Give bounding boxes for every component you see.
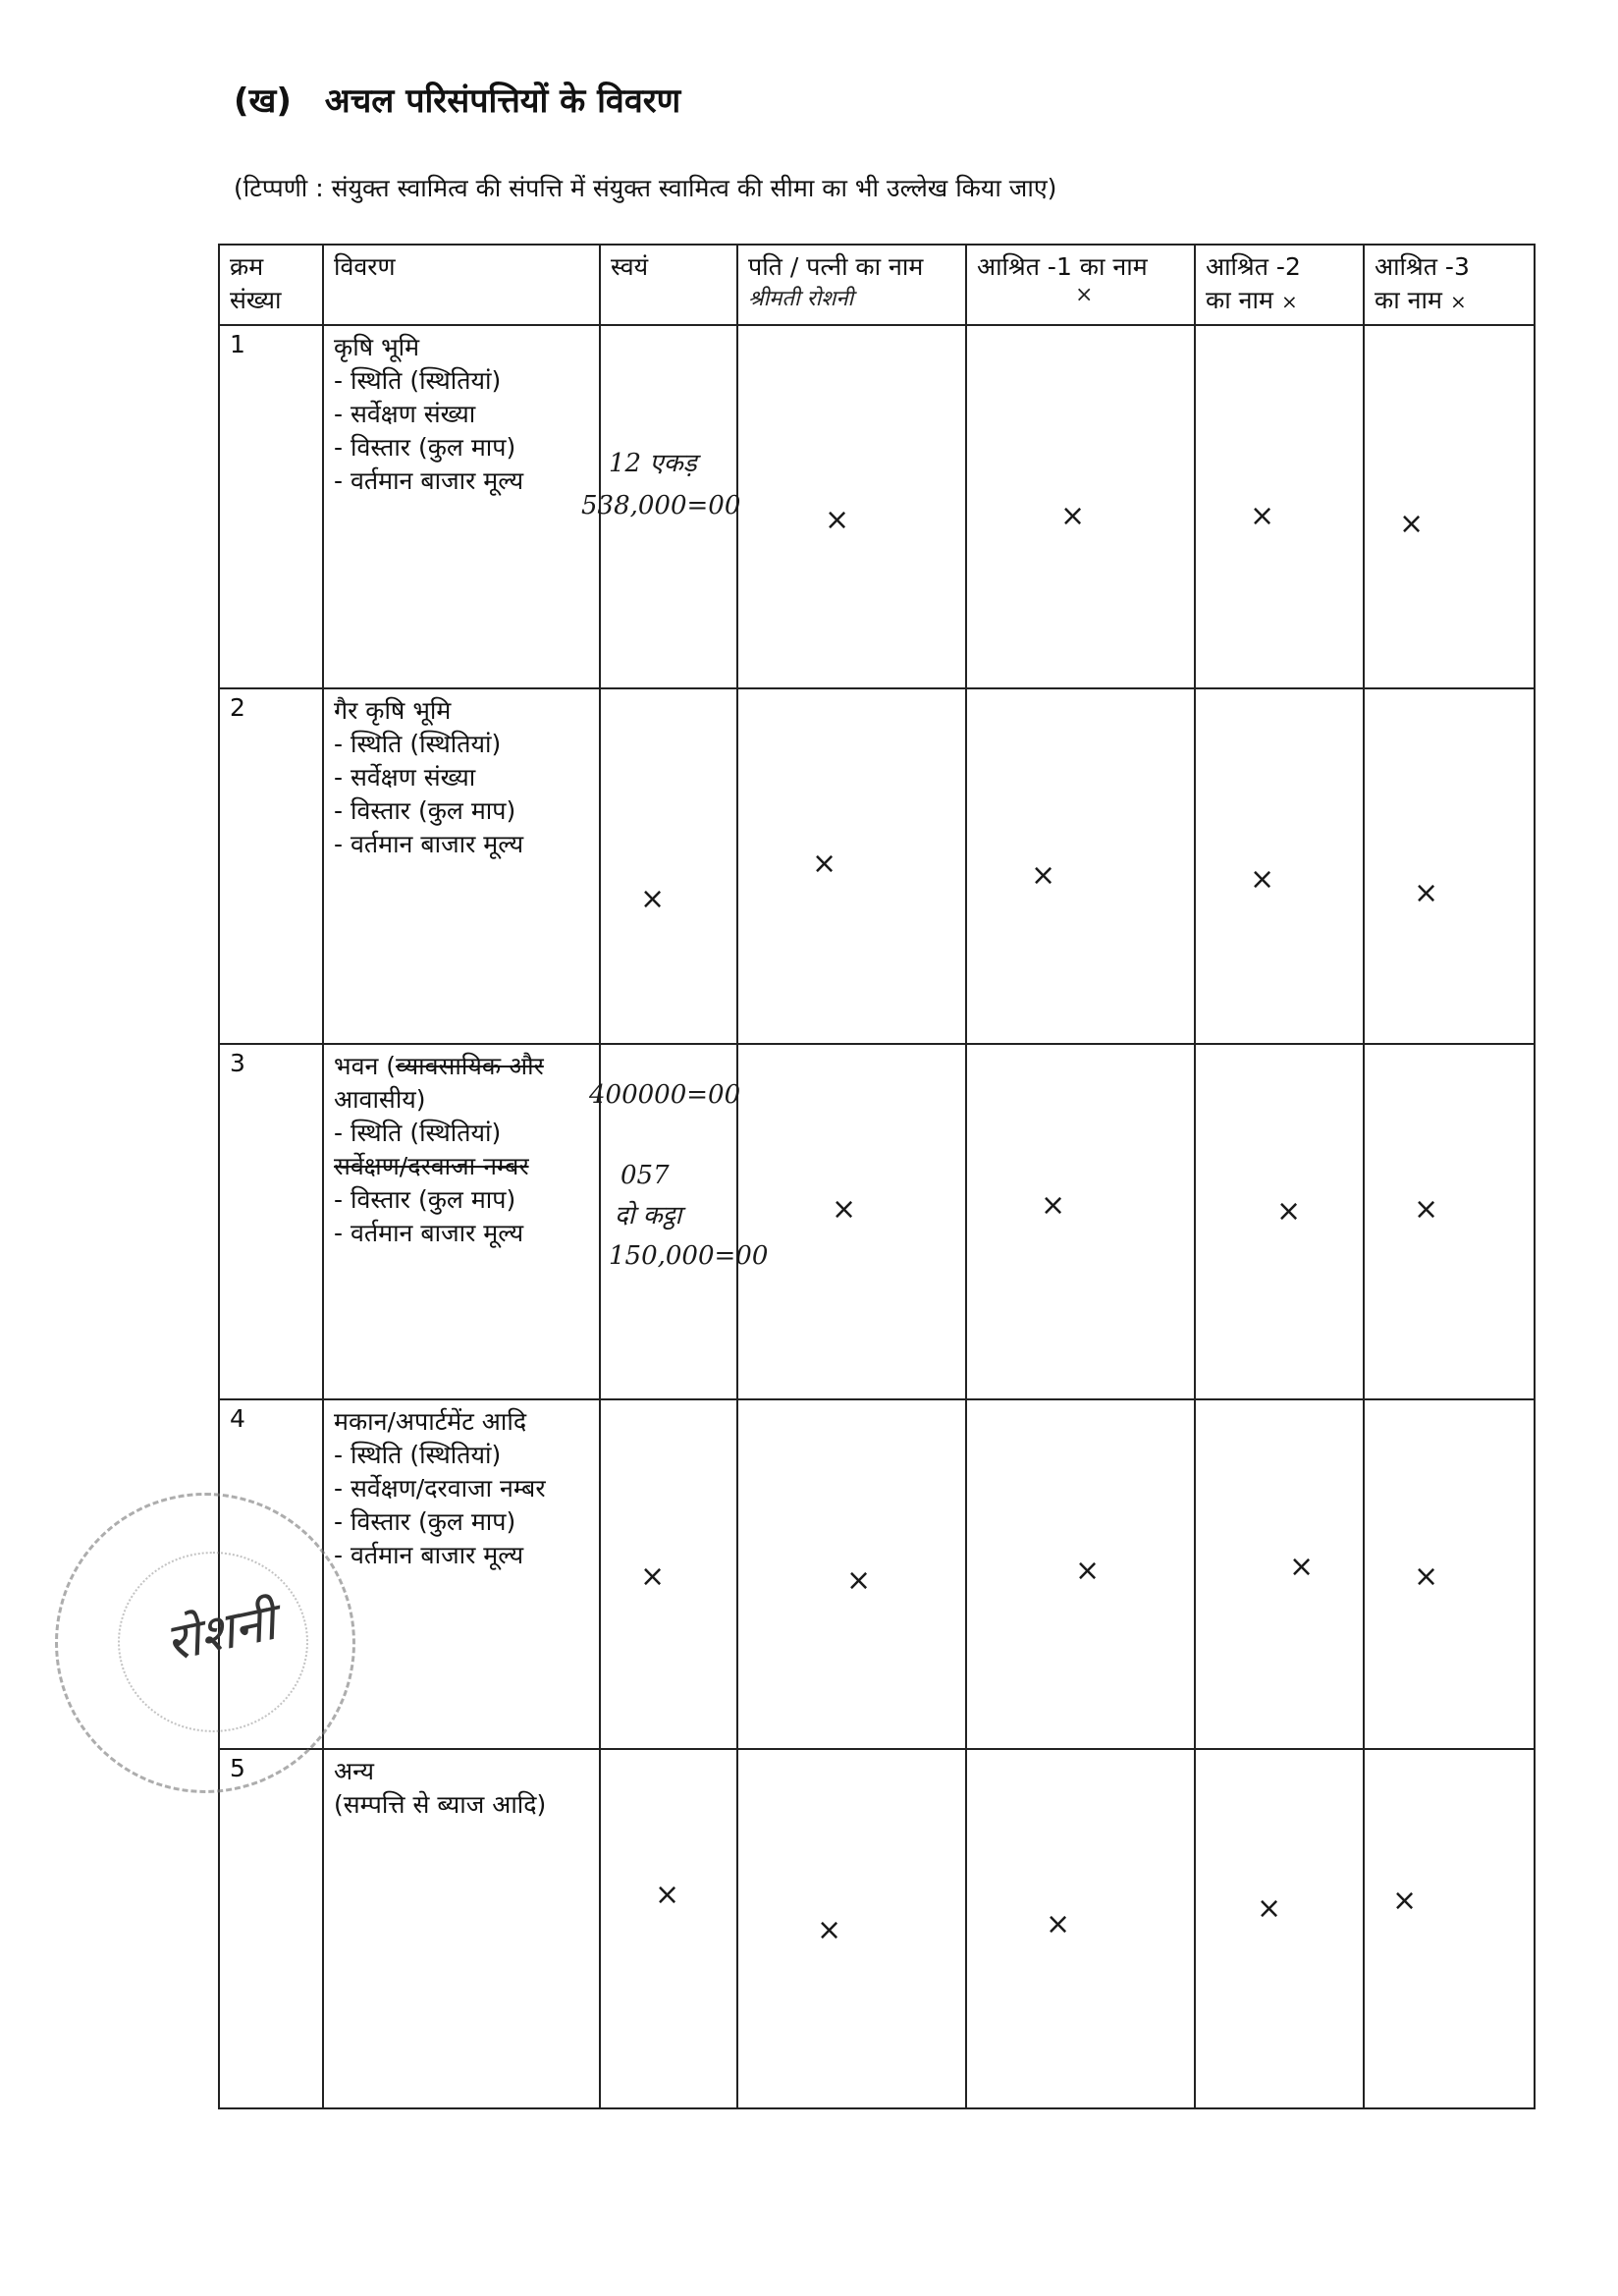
cross-mark: × [846, 1563, 872, 1598]
signature: रोशनी [160, 1592, 281, 1673]
cross-mark: × [1041, 1188, 1066, 1223]
row-description: मकान/अपार्टमेंट आदि - स्थिति (स्थितियां) - सर्वेक्षण/दरवाजा नम्बर - विस्तार (कुल माप) - वर्तमान बाजार मूल्य [323, 1399, 600, 1749]
dep1-cell [966, 688, 1195, 1044]
table-row [219, 325, 1535, 688]
serial-number: 1 [219, 325, 323, 688]
dep1-cell [966, 1044, 1195, 1399]
header-description: विवरण [323, 245, 600, 325]
self-cell [600, 688, 737, 1044]
row-description: भवन (व्यावसायिक और आवासीय) - स्थिति (स्थितियां) सर्वेक्षण/दरवाजा नम्बर - विस्तार (कुल माप) - वर्तमान बाजार मूल्य [323, 1044, 600, 1399]
cross-mark: × [1392, 1884, 1418, 1918]
table-row [219, 1399, 1535, 1749]
header-dependent-3: आश्रित -3 का नाम × [1364, 245, 1535, 325]
header-self: स्वयं [600, 245, 737, 325]
self-cell [589, 1044, 769, 1399]
dep1-cell [966, 1399, 1195, 1749]
self-cell [581, 325, 741, 688]
cross-mark: × [832, 1192, 857, 1227]
cross-mark: × [1276, 1194, 1302, 1229]
header-dependent-1: आश्रित -1 का नाम × [966, 245, 1195, 325]
serial-number: 5 [219, 1749, 323, 2108]
dep2-cell [1195, 688, 1364, 1044]
dep3-cell [1364, 325, 1535, 688]
spouse-cell [737, 1749, 966, 2108]
dep3-cell [1364, 1749, 1535, 2108]
dep1-cell [966, 325, 1195, 688]
serial-number: 3 [219, 1044, 323, 1399]
header-dependent-2: आश्रित -2 का नाम × [1195, 245, 1364, 325]
table-row [219, 688, 1535, 1044]
table-row [219, 1749, 1535, 2108]
self-entry-area: दो कट्ठा [615, 1201, 682, 1230]
cross-mark: × [640, 1559, 666, 1594]
heading-prefix: (ख) [234, 82, 292, 121]
cross-mark: × [640, 882, 666, 916]
struck-text: व्यावसायिक और [396, 1052, 544, 1080]
dep1-handwritten: × [1075, 283, 1094, 307]
self-entry-area: 12 एकड़ [609, 449, 697, 478]
self-entry-door-number: 057 [620, 1161, 670, 1190]
cross-mark: × [825, 503, 850, 537]
spouse-cell [737, 688, 966, 1044]
cross-mark: × [1414, 1192, 1439, 1227]
dep3-handwritten: × [1449, 290, 1467, 313]
header-serial: क्रम संख्या [219, 245, 323, 325]
dep2-handwritten: × [1280, 290, 1298, 313]
dep3-cell [1364, 1399, 1535, 1749]
header-spouse: पति / पत्नी का नाम श्रीमती रोशनी [737, 245, 966, 325]
self-entry-value: 538,000=00 [581, 491, 741, 520]
row-description: कृषि भूमि - स्थिति (स्थितियां) - सर्वेक्षण संख्या - विस्तार (कुल माप) - वर्तमान बाजार मूल्य [323, 325, 600, 688]
cross-mark: × [1250, 499, 1275, 533]
row-description: गैर कृषि भूमि - स्थिति (स्थितियां) - सर्वेक्षण संख्या - विस्तार (कुल माप) - वर्तमान बाजार मूल्य [323, 688, 600, 1044]
serial-number: 4 [219, 1399, 323, 1749]
cross-mark: × [817, 1913, 842, 1947]
cross-mark: × [1399, 507, 1425, 541]
dep2-cell [1195, 1749, 1364, 2108]
cross-mark: × [1257, 1891, 1282, 1926]
note-text: (टिप्पणी : संयुक्त स्वामित्व की संपत्ति में संयुक्त स्वामित्व की सीमा का भी उल्लेख किया जाए) [234, 174, 1057, 202]
cross-mark: × [812, 847, 837, 881]
cross-mark: × [1031, 858, 1056, 893]
dep3-cell [1364, 688, 1535, 1044]
row-description: अन्य (सम्पत्ति से ब्याज आदि) [323, 1749, 600, 2108]
dep2-cell [1195, 1399, 1364, 1749]
dep2-cell [1195, 1044, 1364, 1399]
cross-mark: × [1046, 1907, 1071, 1941]
table-row [219, 1044, 1535, 1399]
self-entry-building-value: 400000=00 [589, 1080, 741, 1110]
page-heading [234, 77, 680, 122]
spouse-cell [737, 1044, 966, 1399]
assets-table [218, 244, 1536, 2109]
serial-number: 2 [219, 688, 323, 1044]
spouse-cell [737, 325, 966, 688]
heading-title: अचल परिसंपत्तियों के विवरण [324, 82, 681, 121]
cross-mark: × [1075, 1554, 1101, 1588]
dep2-cell [1195, 325, 1364, 688]
spouse-cell [737, 1399, 966, 1749]
spouse-name-handwritten: श्रीमती रोशनी [748, 287, 854, 311]
self-cell [600, 1399, 737, 1749]
dep3-cell [1364, 1044, 1535, 1399]
header-row [219, 245, 1535, 325]
cross-mark: × [655, 1878, 680, 1912]
cross-mark: × [1250, 862, 1275, 897]
self-entry-value: 150,000=00 [609, 1241, 769, 1271]
cross-mark: × [1414, 1559, 1439, 1594]
dep1-cell [966, 1749, 1195, 2108]
cross-mark: × [1060, 499, 1086, 533]
cross-mark: × [1289, 1550, 1315, 1584]
cross-mark: × [1414, 876, 1439, 910]
self-cell [600, 1749, 737, 2108]
